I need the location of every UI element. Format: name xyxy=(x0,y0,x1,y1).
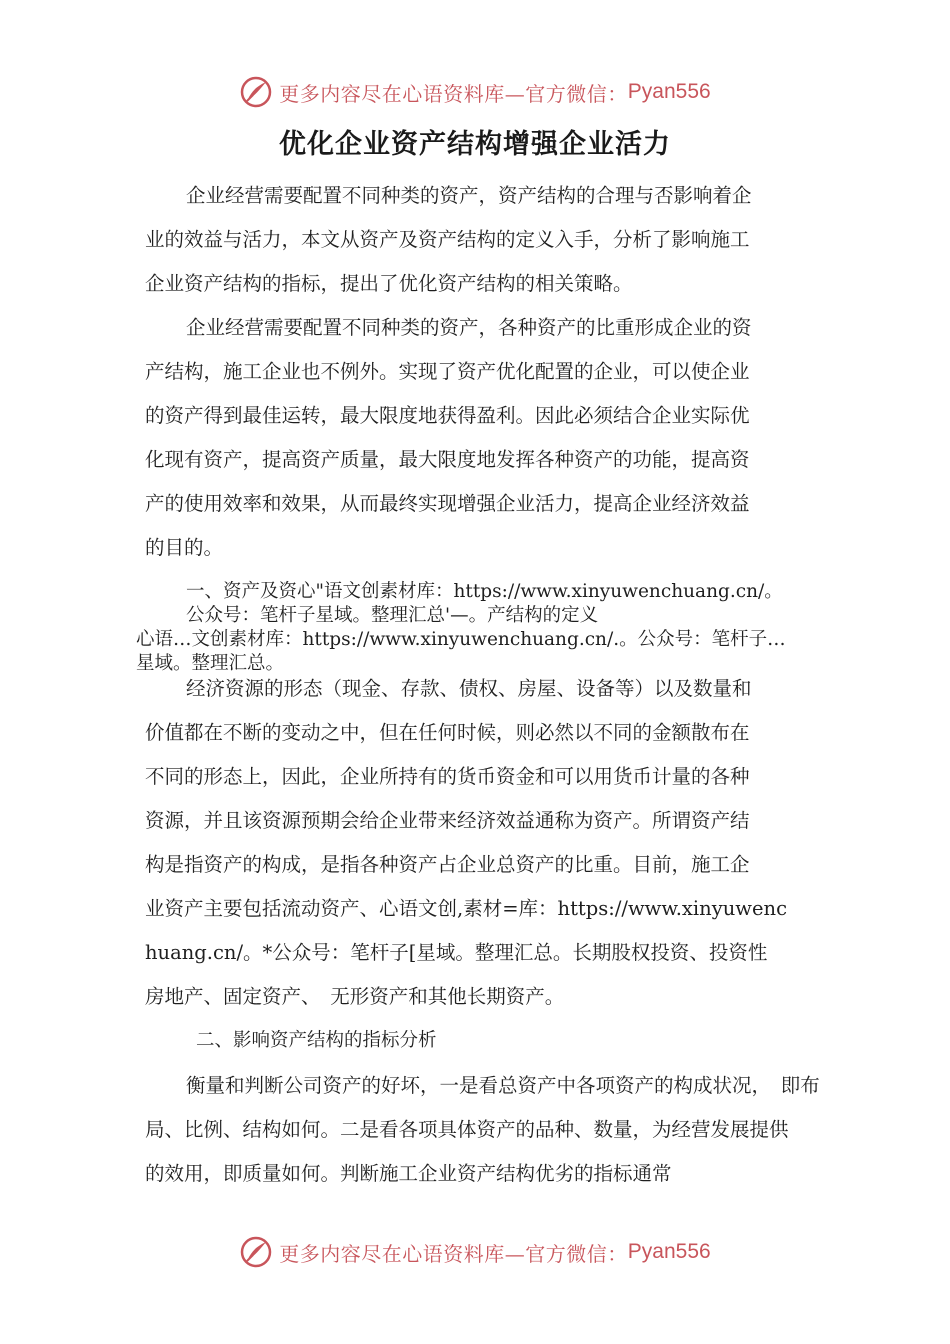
section-heading-2: 二、影响资产结构的指标分析 xyxy=(196,1030,437,1051)
paragraph-line: 的目的。 xyxy=(145,536,224,559)
paragraph-line: 化现有资产，提高资产质量，最大限度地发挥各种资产的功能，提高资 xyxy=(145,448,750,471)
watermark-handle: Pyan556 xyxy=(627,1240,711,1263)
paragraph-line: 企业经营需要配置不同种类的资产，各种资产的比重形成企业的资 xyxy=(186,316,752,339)
paragraph-line: 产的使用效率和效果，从而最终实现增强企业活力，提高企业经济效益 xyxy=(145,492,750,515)
footer-watermark xyxy=(0,1232,950,1272)
paragraph-line: 业资产主要包括流动资产、心语文创,素材=库：https://www.xinyuwenc xyxy=(145,897,788,920)
paragraph-line: 价值都在不断的变动之中，但在任何时候，则必然以不同的金额散布在 xyxy=(145,721,750,744)
paragraph-line: 产结构，施工企业也不例外。实现了资产优化配置的企业，可以使企业 xyxy=(145,360,750,383)
paragraph-line: 房地产、固定资产、 无形资产和其他长期资产。 xyxy=(145,985,565,1008)
paragraph-line: 的效用，即质量如何。判断施工企业资产结构优劣的指标通常 xyxy=(145,1162,672,1185)
inline-ad-text: 星域。整理汇总。 xyxy=(136,653,285,674)
paragraph-line: 构是指资产的构成，是指各种资产占企业总资产的比重。目前，施工企 xyxy=(145,853,750,876)
inline-ad-text: 心语…文创素材库：https://www.xinyuwenchuang.cn/.。公众号：笔杆子… xyxy=(136,629,786,650)
paragraph-line: 经济资源的形态（现金、存款、债权、房屋、设备等）以及数量和 xyxy=(186,677,752,700)
section-heading-1: 一、资产及资心"语文创素材库：https://www.xinyuwenchuang.cn/。 xyxy=(186,581,783,602)
quill-logo-icon xyxy=(239,75,273,109)
watermark-handle: Pyan556 xyxy=(627,80,711,103)
paragraph-line: 的资产得到最佳运转，最大限度地获得盈利。因此必须结合企业实际优 xyxy=(145,404,750,427)
paragraph-line: huang.cn/。*公众号：笔杆子[星域。整理汇总。长期股权投资、投资性 xyxy=(145,941,768,964)
paragraph-line: 资源，并且该资源预期会给企业带来经济效益通称为资产。所谓资产结 xyxy=(145,809,750,832)
watermark-text: 更多内容尽在心语资料库—官方微信： xyxy=(279,81,628,106)
quill-logo-icon xyxy=(239,1235,273,1269)
paragraph-line: 业的效益与活力，本文从资产及资产结构的定义入手，分析了影响施工 xyxy=(145,228,750,251)
header-watermark xyxy=(0,72,950,112)
paragraph-line: 企业资产结构的指标，提出了优化资产结构的相关策略。 xyxy=(145,272,633,295)
paragraph-line: 不同的形态上，因此，企业所持有的货币资金和可以用货币计量的各种 xyxy=(145,765,750,788)
paragraph-line: 局、比例、结构如何。二是看各项具体资产的品种、数量，为经营发展提供 xyxy=(145,1118,789,1141)
section-heading-1-cont: 公众号：笔杆子星域。整理汇总'—。产结构的定义 xyxy=(186,605,599,626)
watermark-text: 更多内容尽在心语资料库—官方微信： xyxy=(279,1241,628,1266)
document-title: 优化企业资产结构增强企业活力 xyxy=(279,129,671,160)
paragraph-line: 衡量和判断公司资产的好坏，一是看总资产中各项资产的构成状况， 即布 xyxy=(186,1074,820,1097)
paragraph-line: 企业经营需要配置不同种类的资产，资产结构的合理与否影响着企 xyxy=(186,184,752,207)
